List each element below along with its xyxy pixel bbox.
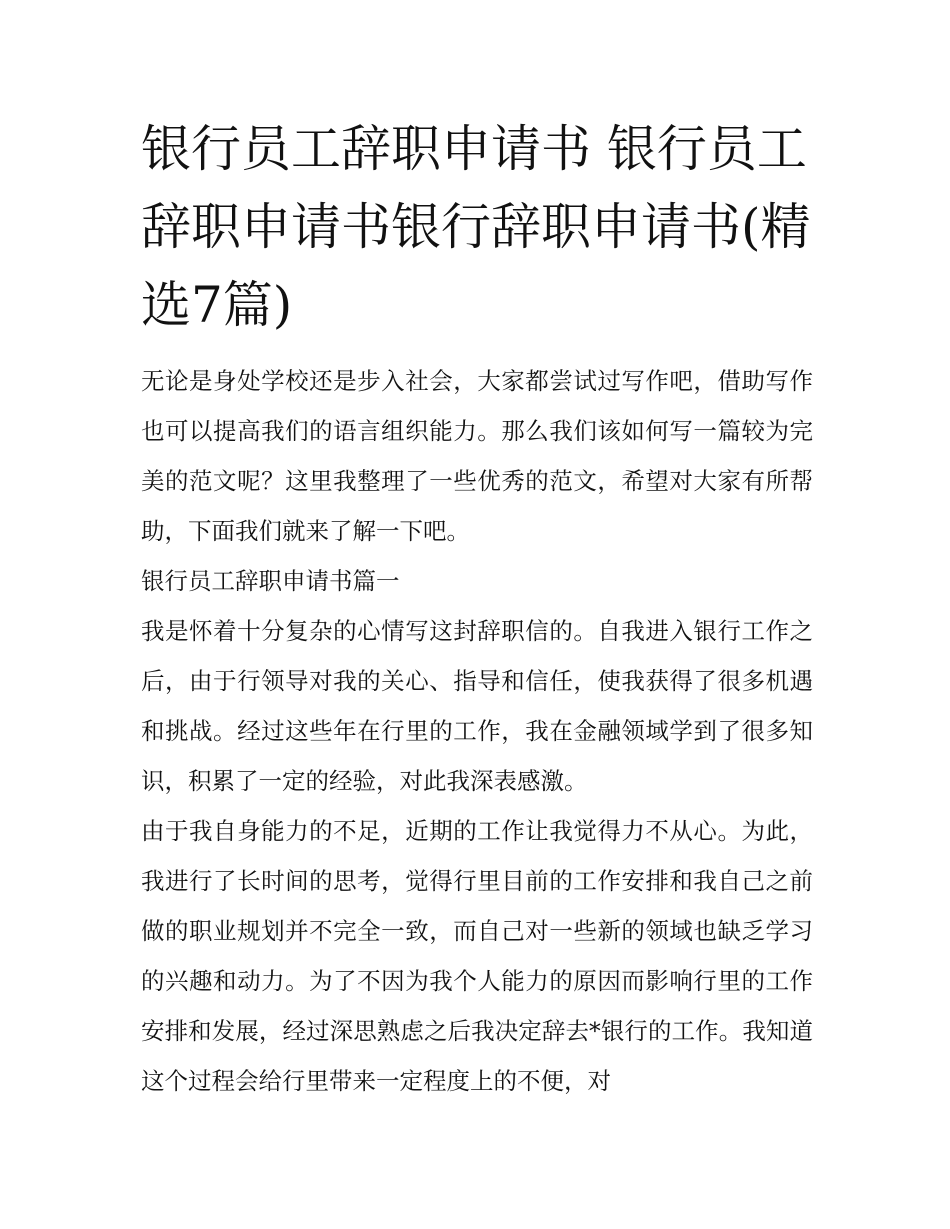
- section-heading: 银行员工辞职申请书篇一: [141, 567, 400, 595]
- body-paragraph: 由于我自身能力的不足，近期的工作让我觉得力不从心。为此，我进行了长时间的思考，觉得行里目前的工作安排和我自己之前做的职业规划并不完全一致，而自己对一些新的领域也缺乏学习的兴趣和动力。为了不因为我个人能力的原因而影响行里的工作安排和发展，经过深思熟虑之后我决定辞去*银行的工作。我知道这个过程会给行里带来一定程度上的不便，对: [141, 817, 813, 1095]
- body-paragraph: 我是怀着十分复杂的心情写这封辞职信的。自我进入银行工作之后，由于行领导对我的关心、指导和信任，使我获得了很多机遇和挑战。经过这些年在行里的工作，我在金融领域学到了很多知识，积累了一定的经验，对此我深表感激。: [141, 617, 813, 795]
- document-page: [141, 110, 813, 1106]
- document-title: 银行员工辞职申请书 银行员工辞职申请书银行辞职申请书(精选7篇): [141, 120, 811, 334]
- intro-paragraph: 无论是身处学校还是步入社会，大家都尝试过写作吧，借助写作也可以提高我们的语言组织能力。那么我们该如何写一篇较为完美的范文呢？这里我整理了一些优秀的范文，希望对大家有所帮助，下面我们就来了解一下吧。: [141, 367, 813, 545]
